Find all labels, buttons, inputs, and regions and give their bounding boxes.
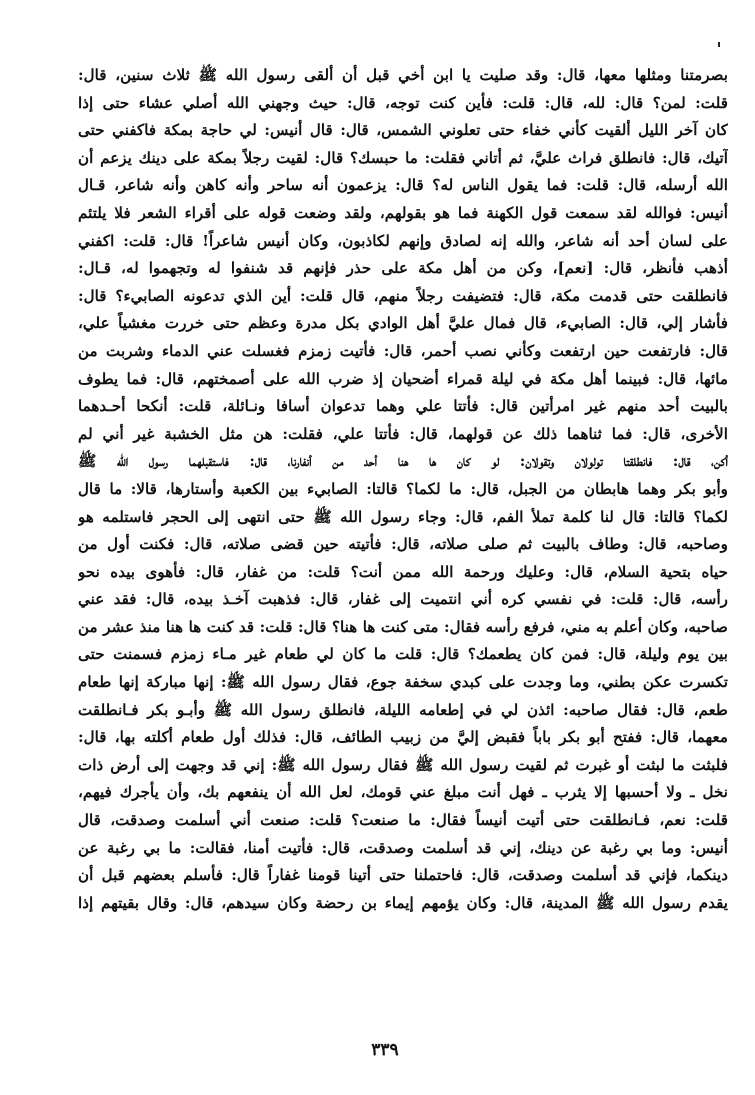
text-line: حياه بتحية السلام، قال: وعليك ورحمة الله ممن أنت؟ قلت: من غفار، قال: فأهوى بيده نحو bbox=[78, 562, 728, 581]
text-line: قلت: نعم، فـانطلقت حتى أتيت أنيساً فقال: ما صنعت؟ قلت: صنعت أني أسلمت وصدقت، قال bbox=[78, 811, 728, 830]
text-line: لكما؟ قالتا: قال لنا كلمة تملأ الفم، قال: وجاء رسول الله ﷺ حتى انتهى إلى الحجر فاستلمه هو bbox=[78, 507, 728, 526]
text-line: وصاحبه، قال: وطاف بالبيت ثم صلى صلاته، قال: فأتيته حين قضى صلاته، قال: فكنت أول من bbox=[78, 535, 728, 554]
text-line: بين يوم وليلة، قال: فمن كان يطعمك؟ قال: قلت ما كان لي طعام غير مـاء زمزم فسمنت حتى bbox=[78, 645, 728, 664]
text-line: آتيك، قال: فانطلق فراث عليَّ، ثم أتاني فقلت: ما حبسك؟ قال: لقيت رجلاً بمكة على دينك يزعم أن bbox=[78, 148, 728, 167]
text-line: أنيس: وما بي رغبة عن دينك، إني قد أسلمت وصدقت، قال: فأتيت أمنا، فقالت: ما بي رغبة عن bbox=[78, 838, 728, 857]
text-line: تكسرت عكن بطني، وما وجدت على كبدي سخفة جوع، فقال رسول الله ﷺ: إنها مباركة إنها طعام bbox=[78, 673, 728, 692]
text-line: كان آخر الليل ألقيت كأني خفاء حتى تعلوني الشمس، قال: قال أنيس: لي حاجة بمكة فاكفني حتى bbox=[78, 121, 728, 140]
text-line: على لسان أحد أنه شاعر، والله إنه لصادق وإنهم لكاذبون، وكان أنيس شاعراً! قال: قلت: اكفني bbox=[78, 231, 728, 250]
text-line: مائها، قال: فبينما أهل مكة في ليلة قمراء أضحيان إذ ضرب الله على أصمختهم، قال: فما يطوف bbox=[78, 369, 728, 388]
text-line: فلبثت ما لبثت أو غبرت ثم لقيت رسول الله ﷺ فقال رسول الله ﷺ: إني قد وجهت إلى أرض ذات bbox=[78, 755, 728, 774]
text-line: فأشار إلي، قال: الصابيء، قال فمال عليَّ أهل الوادي بكل مدرة وعظم حتى خررت مغشياً علي، bbox=[78, 314, 728, 333]
body-text bbox=[78, 62, 728, 917]
text-line: أكن، قال: فانطلقتا تولولان وتقولان: لو كان ها هنا أحد من أنفارنا، قال: فاستقبلهما رسول الله ﷺ bbox=[78, 452, 728, 471]
text-line: رأسه، قال: قلت: في نفسي كره أني انتميت إلى غفار، قال: فذهبت آخـذ بيده، قال: فقد عني bbox=[78, 590, 728, 609]
text-line: وأبو بكر وهما هابطان من الجبل، قال: ما لكما؟ قالتا: الصابيء بين الكعبة وأستارها، قالا: ما قال bbox=[78, 479, 728, 498]
text-line: بالبيت أحد منهم غير امرأتين قال: فأتتا علي وهما تدعوان أسافا ونـائلة، قلت: أنكحا أحـدهما bbox=[78, 397, 728, 416]
text-line: معهما، قال: ففتح أبو بكر باباً فقبض إليَّ من زبيب الطائف، قال: فذلك أول طعام أكلته بها، قال: bbox=[78, 728, 728, 747]
text-line: قال: فارتفعت حين ارتفعت وكأني نصب أحمر، قال: فأتيت زمزم فغسلت عني الدماء وشربت من bbox=[78, 341, 728, 360]
text-line: أنيس: فوالله لقد سمعت قول الكهنة فما هو بقولهم، ولقد وضعت قوله على أقراء الشعر فلا يلتئم bbox=[78, 203, 728, 222]
text-line: طعم، قال: فقال صاحبه: ائذن لي في إطعامه الليلة، فانطلق رسول الله ﷺ وأبـو بكر فـانطلقت bbox=[78, 700, 728, 719]
text-line: صاحبه، وكان أعلم به مني، فرفع رأسه فقال: متى كنت ها هنا؟ قال: قلت: قد كنت ها هنا منذ عشر من bbox=[78, 617, 728, 636]
text-line: الله أرسله، قال: قلت: فما يقول الناس له؟ قال: يزعمون أنه ساحر وأنه كاهن وأنه شاعر، قـال bbox=[78, 176, 728, 195]
corner-mark bbox=[718, 42, 720, 47]
text-line: فانطلقت حتى قدمت مكة، قال: فتضيفت رجلاً منهم، قال قلت: أين الذي تدعونه الصابيء؟ قال: bbox=[78, 286, 728, 305]
text-line: أذهب فأنظر، قال: [نعم]، وكن من أهل مكة على حذر فإنهم قد شنفوا له وتجهموا له، قـال: bbox=[78, 259, 728, 278]
text-line: قلت: لمن؟ قال: لله، قال: قلت: فأين كنت توجه، قال: حيث وجهني الله أصلي عشاء حتى إذا bbox=[78, 93, 728, 112]
text-line: نخل ـ ولا أحسبها إلا يثرب ـ فهل أنت مبلغ عني قومك، لعل الله أن ينفعهم بك، وأن يأجرك فيهم، bbox=[78, 783, 728, 802]
text-line: الأخرى، قال: فما ثناهما ذلك عن قولهما، قال: فأتتا علي، فقلت: هن مثل الخشبة غير أني لم bbox=[78, 424, 728, 443]
text-line: بصرمتنا ومثلها معها، قال: وقد صليت يا ابن أخي قبل أن ألقى رسول الله ﷺ ثلاث سنين، قال: bbox=[78, 66, 728, 84]
text-line: دينكما، فإني قد أسلمت وصدقت، قال: فاحتملنا حتى أتينا قومنا غفاراً قال: فأسلم بعضهم قبل أن bbox=[78, 866, 728, 885]
page-number: ٣٣٩ bbox=[371, 1040, 399, 1060]
text-line: يقدم رسول الله ﷺ المدينة، قال: وكان يؤمهم إيماء بن رحضة وكان سيدهم، قال: وقال بقيتهم إذا bbox=[78, 893, 728, 912]
